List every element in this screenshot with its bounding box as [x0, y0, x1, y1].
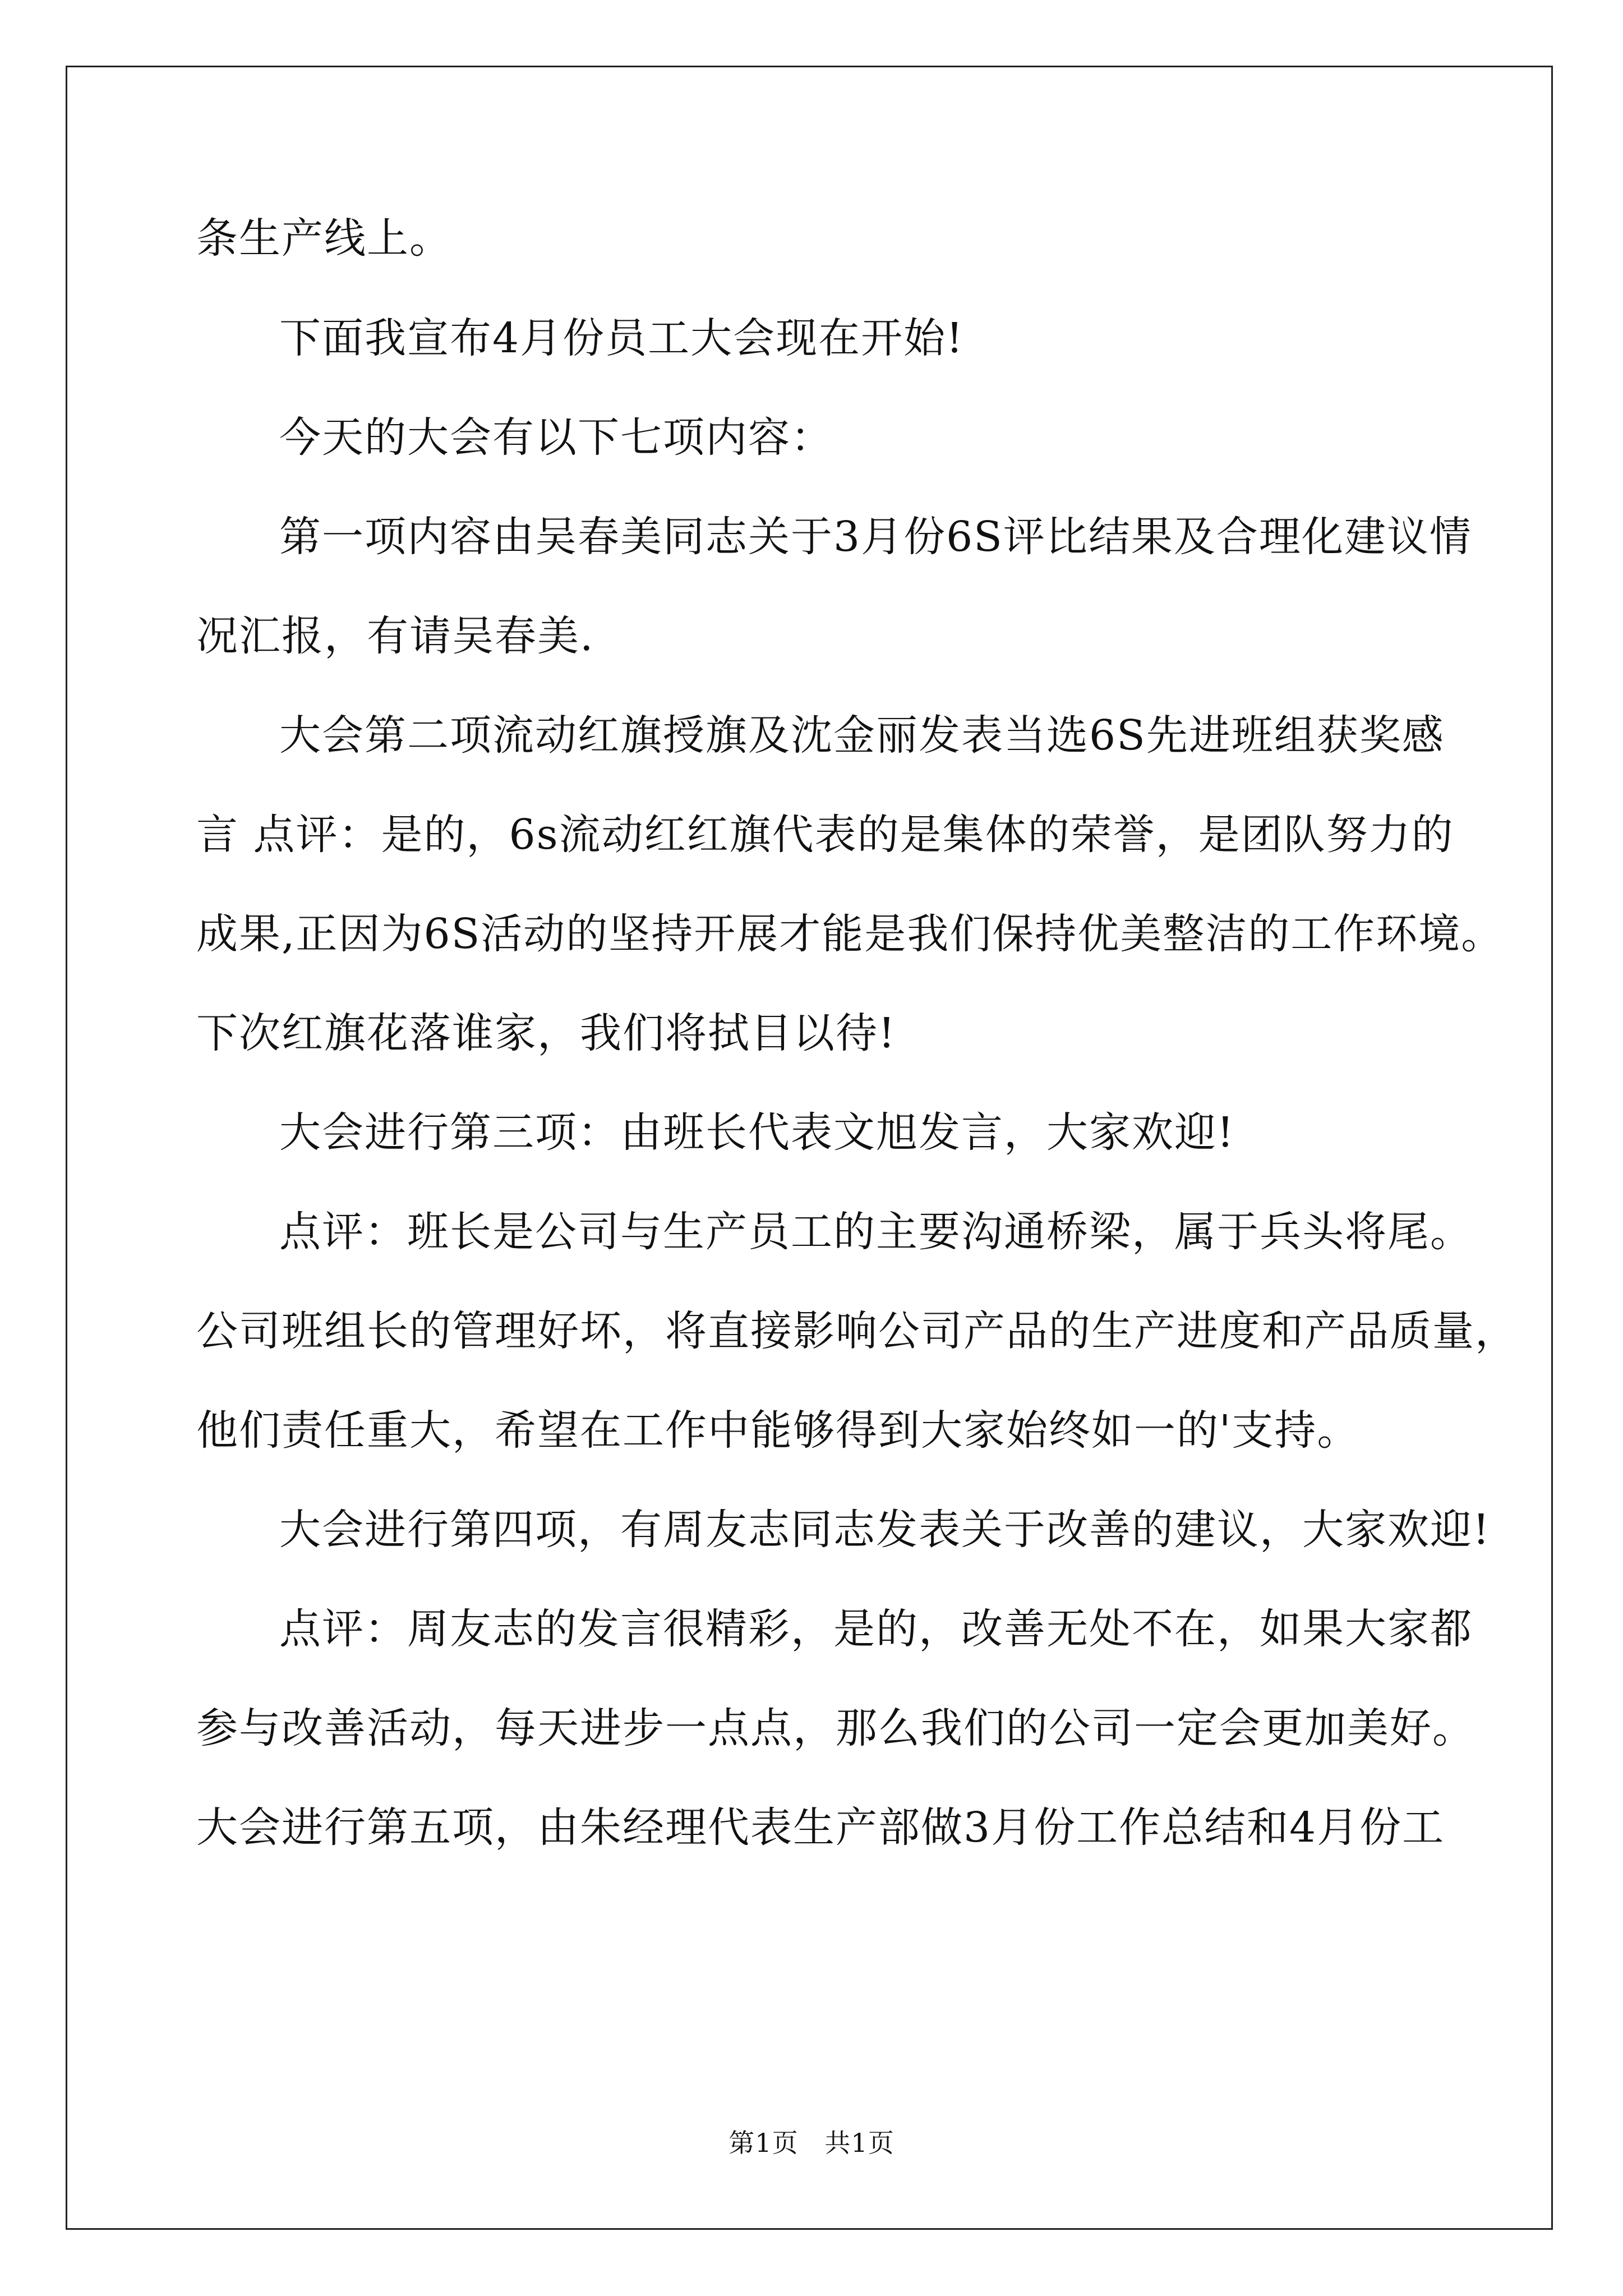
- paragraph-line: 第一项内容由吴春美同志关于3月份6S评比结果及合理化建议情: [279, 513, 1472, 561]
- paragraph-line: 点评：班长是公司与生产员工的主要沟通桥梁，属于兵头将尾。: [279, 1208, 1473, 1256]
- page-footer: [0, 2126, 1623, 2160]
- text-line: 条生产线上。: [196, 214, 452, 263]
- text-line: 公司班组长的管理好坏，将直接影响公司产品的生产进度和产品质量，: [196, 1307, 1518, 1355]
- paragraph-line: 大会进行第三项：由班长代表文旭发言，大家欢迎!: [279, 1108, 1235, 1157]
- text-line: 况汇报，有请吴春美.: [196, 612, 594, 660]
- paragraph-line: 点评：周友志的发言很精彩，是的，改善无处不在，如果大家都: [279, 1605, 1473, 1653]
- paragraph-line: 今天的大会有以下七项内容：: [279, 413, 833, 462]
- text-line: 参与改善活动，每天进步一点点，那么我们的公司一定会更加美好。: [196, 1704, 1475, 1752]
- text-line: 言 点评：是的，6s流动红红旗代表的是集体的荣誉，是团队努力的: [196, 811, 1454, 859]
- page-number-label: 第1页 共1页: [728, 2128, 895, 2158]
- paragraph-line: 大会进行第四项，有周友志同志发表关于改善的建议，大家欢迎!: [279, 1506, 1491, 1554]
- paragraph-line: 大会第二项流动红旗授旗及沈金丽发表当选6S先进班组获奖感: [279, 711, 1445, 760]
- text-line: 成果,正因为6S活动的坚持开展才能是我们保持优美整洁的工作环境。: [196, 910, 1504, 958]
- paragraph-line: 下面我宣布4月份员工大会现在开始!: [279, 314, 964, 362]
- text-line: 大会进行第五项，由朱经理代表生产部做3月份工作总结和4月份工: [196, 1803, 1445, 1852]
- text-line: 他们责任重大，希望在工作中能够得到大家始终如一的'支持。: [196, 1406, 1360, 1455]
- text-line: 下次红旗花落谁家，我们将拭目以待!: [196, 1009, 896, 1057]
